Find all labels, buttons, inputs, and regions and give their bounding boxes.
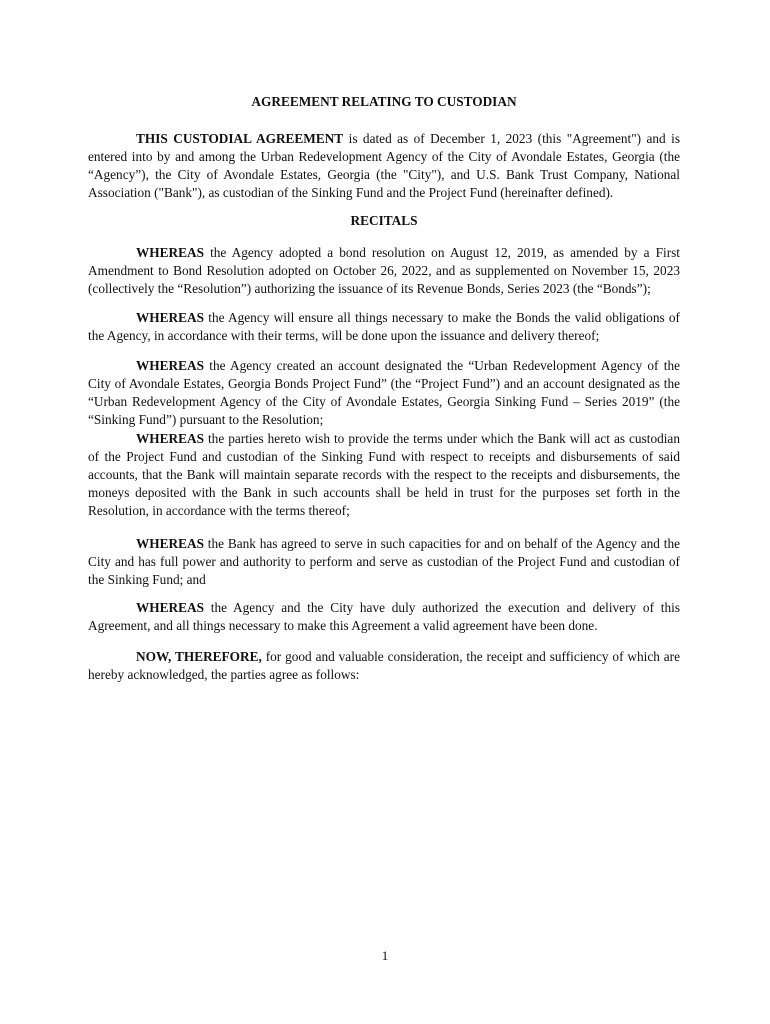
recital-lead: WHEREAS [136, 358, 204, 373]
intro-paragraph [88, 130, 680, 202]
recital-text: the Agency and the City have duly authorized the execution and delivery of this Agreement, and all things necessary to make this Agreement a valid agreement have been done. [88, 600, 680, 633]
recital-paragraph [88, 309, 680, 345]
recital-lead: WHEREAS [136, 245, 204, 260]
recital-paragraph [88, 357, 680, 429]
closing-paragraph [88, 648, 680, 684]
recital-paragraph [88, 244, 680, 298]
recital-text: the Agency will ensure all things necessary to make the Bonds the valid obligations of the Agency, in accordance with their terms, will be done upon the issuance and delivery thereof; [88, 310, 680, 343]
recital-paragraph [88, 535, 680, 589]
closing-text: for good and valuable consideration, the receipt and sufficiency of which are hereby acknowledged, the parties agree as follows: [88, 649, 680, 682]
recital-text: the Bank has agreed to serve in such capacities for and on behalf of the Agency and the City and has full power and authority to perform and serve as custodian of the Project Fund and custodian of the Sinking Fund; and [88, 536, 680, 587]
page-number: 1 [381, 948, 389, 963]
recital-text: the Agency created an account designated the “Urban Redevelopment Agency of the City of Avondale Estates, Georgia Bonds Project Fund” (the “Project Fund”) and an account designated as the “Urban Redevelopment Agency of the City of Avondale Estates, Georgia Sinking Fund – Series 2019” (the “Sinking Fund”) pursuant to the Resolution; [88, 358, 680, 427]
document-title: AGREEMENT RELATING TO CUSTODIAN [251, 94, 517, 109]
recital-lead: WHEREAS [136, 600, 204, 615]
recital-paragraph [88, 599, 680, 635]
recital-lead: WHEREAS [136, 431, 204, 446]
recital-text: the Agency adopted a bond resolution on August 12, 2019, as amended by a First Amendment to Bond Resolution adopted on October 26, 2022, and as supplemented on November 15, 2023 (collectively the “Resolution”) authorizing the issuance of its Revenue Bonds, Series 2023 (the “Bonds”); [88, 245, 680, 296]
recital-text: the parties hereto wish to provide the terms under which the Bank will act as custodian of the Project Fund and custodian of the Sinking Fund with respect to receipts and disbursements of said accounts, that the Bank will maintain separate records with the respect to the receipts and disbursements, the moneys deposited with the Bank in such accounts shall be held in trust for the purposes set forth in the Resolution, in accordance with the terms thereof; [88, 431, 680, 518]
recital-lead: WHEREAS [136, 536, 204, 551]
recital-lead: WHEREAS [136, 310, 204, 325]
intro-lead: THIS CUSTODIAL AGREEMENT [136, 131, 344, 146]
recital-paragraph [88, 430, 680, 520]
intro-text: is dated as of December 1, 2023 (this "Agreement") and is entered into by and among the Urban Redevelopment Agency of the City of Avondale Estates, Georgia (the “Agency”), the City of Avondale Estates, Georgia (the "City"), and U.S. Bank Trust Company, National Association ("Bank"), as custodian of the Sinking Fund and the Project Fund (hereinafter defined). [88, 131, 681, 200]
recitals-heading: RECITALS [350, 213, 418, 228]
closing-lead: NOW, THEREFORE, [136, 649, 262, 664]
